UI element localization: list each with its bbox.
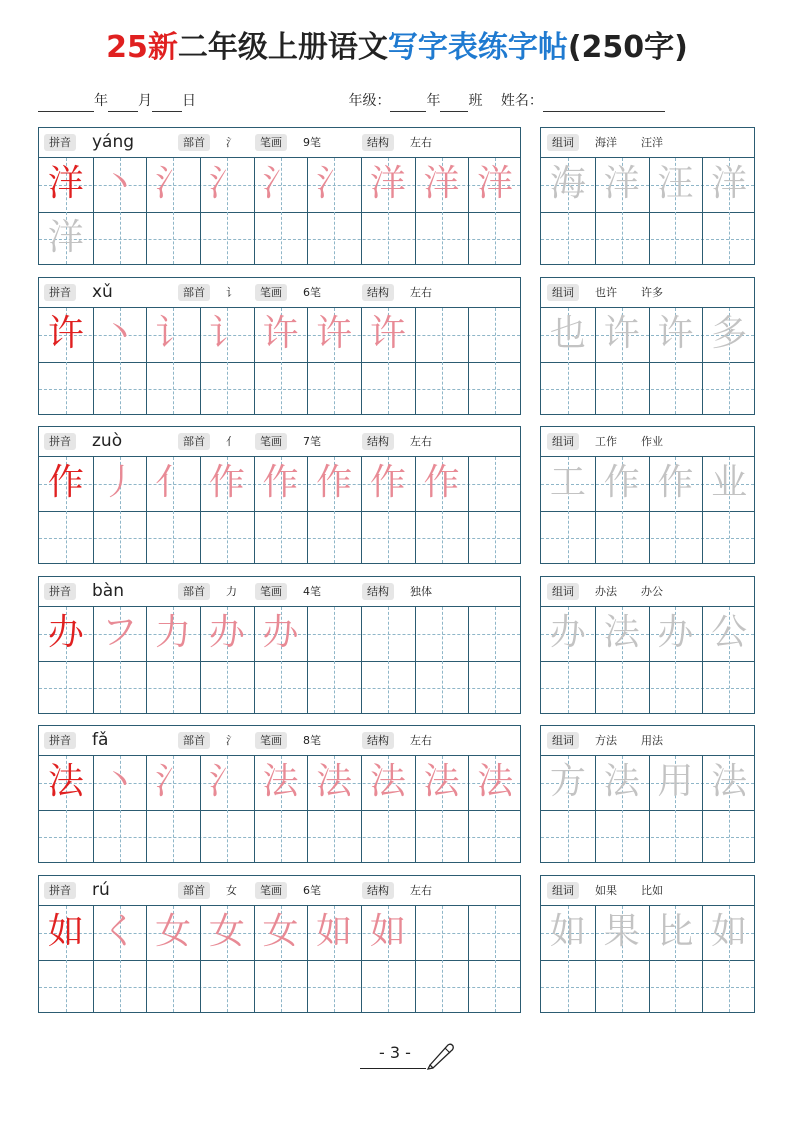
day-label: 日	[182, 93, 196, 109]
word-trace-char: 业	[711, 462, 748, 504]
stroke-step: 作	[423, 462, 460, 504]
year-label: 年	[94, 93, 108, 109]
title-count: (250字)	[567, 30, 688, 65]
stroke-step: 作	[316, 462, 353, 504]
grid-row-line	[39, 960, 520, 961]
grid-col-line	[468, 308, 469, 414]
trace-char: 洋	[47, 217, 84, 258]
grid-guide-line	[334, 607, 335, 713]
stroke-step: 丿	[101, 462, 138, 504]
tian-grid[interactable]	[39, 457, 520, 563]
class-blank[interactable]	[440, 95, 468, 112]
strokes-tag: 笔画	[255, 134, 287, 151]
main-char: 办	[47, 611, 84, 653]
word-trace-char: 多	[711, 312, 748, 354]
grid-col-line	[468, 607, 469, 713]
words-card-header	[541, 128, 754, 158]
pinyin-value: bàn	[92, 580, 124, 601]
stroke-step: 法	[477, 761, 514, 803]
grid-guide-line	[541, 837, 754, 838]
page-number: - 3 -	[379, 1043, 411, 1062]
name-blank[interactable]	[543, 95, 665, 112]
grid-row-line	[39, 212, 520, 213]
radical-value: 女	[226, 884, 237, 897]
char-card-header	[39, 427, 520, 457]
structure-value: 左右	[410, 734, 432, 748]
footer-underline	[360, 1068, 426, 1069]
word-trace-char: 办	[549, 611, 586, 653]
pen-icon	[424, 1040, 456, 1070]
word-trace-char: 洋	[711, 163, 748, 204]
main-char: 许	[47, 312, 84, 354]
strokes-tag: 笔画	[255, 732, 287, 749]
grid-col-line	[307, 607, 308, 713]
grid-row-line	[541, 960, 754, 961]
words-card	[540, 277, 755, 415]
grid-guide-line	[442, 906, 443, 1012]
word-trace-char: 许	[603, 312, 640, 354]
stroke-step: 法	[423, 761, 460, 803]
char-card	[38, 576, 521, 714]
words-card-header	[541, 577, 754, 607]
pinyin-tag: 拼音	[44, 732, 76, 749]
grid-guide-line	[442, 607, 443, 713]
pinyin-value: xǔ	[92, 281, 113, 302]
radical-tag: 部首	[178, 433, 210, 450]
stroke-step: 丶	[101, 761, 138, 803]
month-label: 月	[138, 93, 152, 109]
stroke-step: 办	[208, 611, 245, 653]
stroke-step: 女	[262, 911, 299, 952]
word-2: 办公	[641, 584, 663, 598]
radical-tag: 部首	[178, 882, 210, 899]
pinyin-value: zuò	[92, 431, 123, 452]
stroke-step: 力	[155, 611, 192, 653]
word-trace-char: 作	[657, 462, 694, 504]
strokes-value: 6笔	[303, 285, 321, 299]
words-card-header	[541, 278, 754, 308]
word-2: 用法	[641, 734, 663, 748]
words-card	[540, 127, 755, 265]
grid-col-line	[361, 607, 362, 713]
char-card-header	[39, 577, 520, 607]
stroke-step: 法	[262, 761, 299, 803]
words-card-header	[541, 876, 754, 906]
structure-tag: 结构	[362, 882, 394, 899]
char-card	[38, 277, 521, 415]
word-trace-char: 公	[711, 611, 748, 653]
year-blank[interactable]	[38, 95, 94, 112]
radical-tag: 部首	[178, 732, 210, 749]
words-card-header	[541, 427, 754, 457]
grid-guide-line	[541, 688, 754, 689]
stroke-step: 氵	[155, 761, 192, 803]
char-card-header	[39, 726, 520, 756]
word-1: 如果	[595, 884, 617, 897]
title-year: 25新	[106, 30, 178, 65]
words-card	[540, 725, 755, 863]
strokes-value: 4笔	[303, 584, 321, 598]
char-card-header	[39, 876, 520, 906]
structure-tag: 结构	[362, 134, 394, 151]
word-trace-char: 法	[711, 761, 748, 803]
structure-tag: 结构	[362, 433, 394, 450]
strokes-value: 8笔	[303, 734, 321, 748]
tian-grid[interactable]	[541, 158, 754, 264]
stroke-step: 法	[316, 761, 353, 803]
stroke-step: 亻	[155, 462, 192, 504]
char-card	[38, 875, 521, 1013]
grid-guide-line	[541, 987, 754, 988]
strokes-tag: 笔画	[255, 882, 287, 899]
word-trace-char: 办	[657, 611, 694, 653]
grid-col-line	[468, 457, 469, 563]
stroke-step: 女	[208, 911, 245, 952]
grid-col-line	[415, 607, 416, 713]
stroke-step: 如	[369, 911, 406, 952]
stroke-step: 讠	[208, 312, 245, 354]
strokes-value: 6笔	[303, 884, 321, 897]
grid-guide-line	[495, 457, 496, 563]
stroke-step: 作	[208, 462, 245, 504]
tian-grid[interactable]	[39, 906, 520, 1012]
word-trace-char: 汪	[657, 163, 694, 204]
radical-tag: 部首	[178, 583, 210, 600]
word-1: 海洋	[595, 136, 617, 149]
words-card	[540, 875, 755, 1013]
word-trace-char: 用	[657, 761, 694, 803]
pinyin-tag: 拼音	[44, 882, 76, 899]
page-title	[0, 26, 794, 70]
words-card	[540, 576, 755, 714]
words-card	[540, 426, 755, 564]
stroke-step: 许	[262, 312, 299, 354]
word-trace-char: 法	[603, 611, 640, 653]
word-trace-char: 比	[657, 911, 694, 952]
pinyin-tag: 拼音	[44, 583, 76, 600]
tian-grid[interactable]	[541, 906, 754, 1012]
strokes-tag: 笔画	[255, 284, 287, 301]
grid-guide-line	[442, 308, 443, 414]
structure-value: 独体	[410, 584, 432, 598]
radical-value: 亻	[226, 435, 237, 449]
stroke-step: 丶	[101, 312, 138, 354]
stroke-step: 丶	[101, 163, 138, 204]
words-tag: 组词	[547, 882, 579, 899]
stroke-step: 许	[316, 312, 353, 354]
grid-col-line	[415, 906, 416, 1012]
grid-row-line	[541, 362, 754, 363]
word-trace-char: 果	[603, 911, 640, 952]
tian-grid[interactable]	[541, 457, 754, 563]
main-char: 作	[47, 462, 84, 504]
strokes-value: 9笔	[303, 136, 321, 149]
name-label: 姓名：	[500, 93, 543, 109]
grid-guide-line	[39, 837, 520, 838]
date-line	[38, 90, 754, 112]
radical-value: 讠	[226, 285, 237, 299]
strokes-tag: 笔画	[255, 583, 287, 600]
char-card-header	[39, 128, 520, 158]
grid-col-line	[415, 308, 416, 414]
word-1: 方法	[595, 734, 617, 748]
grid-row-line	[39, 362, 520, 363]
word-2: 汪洋	[641, 136, 663, 149]
word-trace-char: 方	[549, 761, 586, 803]
stroke-step: 氵	[316, 163, 353, 204]
radical-tag: 部首	[178, 134, 210, 151]
stroke-step: フ	[101, 611, 138, 653]
words-tag: 组词	[547, 284, 579, 301]
radical-value: 氵	[226, 136, 237, 149]
structure-tag: 结构	[362, 284, 394, 301]
strokes-tag: 笔画	[255, 433, 287, 450]
grid-guide-line	[541, 389, 754, 390]
strokes-value: 7笔	[303, 435, 321, 449]
title-subject: 写字表练字帖	[387, 30, 568, 65]
radical-tag: 部首	[178, 284, 210, 301]
word-2: 作业	[641, 435, 663, 449]
structure-value: 左右	[410, 136, 432, 149]
stroke-step: 洋	[477, 163, 514, 204]
word-1: 工作	[595, 435, 617, 449]
radical-value: 力	[226, 584, 237, 598]
grid-row-line	[541, 212, 754, 213]
tian-grid[interactable]	[39, 308, 520, 414]
grid-row-line	[541, 511, 754, 512]
stroke-step: 如	[316, 911, 353, 952]
class-label: 班	[468, 93, 483, 109]
stroke-step: 氵	[208, 163, 245, 204]
pinyin-tag: 拼音	[44, 134, 76, 151]
grid-guide-line	[39, 688, 520, 689]
grid-guide-line	[495, 906, 496, 1012]
grade-blank[interactable]	[390, 95, 426, 112]
stroke-step: 法	[369, 761, 406, 803]
grid-row-line	[39, 810, 520, 811]
main-char: 法	[47, 761, 84, 803]
stroke-step: 洋	[369, 163, 406, 204]
words-tag: 组词	[547, 134, 579, 151]
stroke-step: 讠	[155, 312, 192, 354]
word-trace-char: 作	[603, 462, 640, 504]
word-trace-char: 海	[549, 163, 586, 204]
tian-grid[interactable]	[39, 158, 520, 264]
title-grade: 二年级上册语文	[177, 30, 388, 65]
tian-grid[interactable]	[541, 607, 754, 713]
stroke-step: 女	[155, 911, 192, 952]
stroke-step: 氵	[262, 163, 299, 204]
stroke-step: 作	[369, 462, 406, 504]
stroke-step: 许	[369, 312, 406, 354]
tian-grid[interactable]	[39, 756, 520, 862]
word-trace-char: 也	[549, 312, 586, 354]
stroke-step: 作	[262, 462, 299, 504]
main-char: 如	[47, 911, 84, 952]
word-2: 比如	[641, 884, 663, 897]
word-2: 许多	[641, 285, 663, 299]
grid-row-line	[541, 810, 754, 811]
pinyin-value: yáng	[92, 132, 135, 152]
char-card	[38, 127, 521, 265]
word-1: 办法	[595, 584, 617, 598]
structure-value: 左右	[410, 884, 432, 897]
pinyin-tag: 拼音	[44, 433, 76, 450]
main-char: 洋	[47, 163, 84, 204]
grid-row-line	[39, 511, 520, 512]
grid-guide-line	[541, 239, 754, 240]
stroke-step: 洋	[423, 163, 460, 204]
words-card-header	[541, 726, 754, 756]
pinyin-value: fǎ	[92, 730, 109, 751]
tian-grid[interactable]	[541, 756, 754, 862]
char-card	[38, 426, 521, 564]
grid-col-line	[468, 906, 469, 1012]
page-footer	[340, 1040, 456, 1070]
stroke-step: 氵	[208, 761, 245, 803]
grade-year-label: 年	[426, 93, 441, 109]
tian-grid[interactable]	[39, 607, 520, 713]
grid-guide-line	[39, 239, 520, 240]
grid-guide-line	[388, 607, 389, 713]
char-card	[38, 725, 521, 863]
word-trace-char: 工	[549, 462, 586, 504]
grid-guide-line	[39, 987, 520, 988]
word-trace-char: 如	[549, 911, 586, 952]
words-tag: 组词	[547, 583, 579, 600]
stroke-step: 办	[262, 611, 299, 653]
word-trace-char: 如	[711, 911, 748, 952]
stroke-step: 氵	[155, 163, 192, 204]
pinyin-value: rú	[92, 880, 110, 900]
radical-value: 氵	[226, 734, 237, 748]
word-trace-char: 洋	[603, 163, 640, 204]
month-blank[interactable]	[108, 95, 138, 112]
tian-grid[interactable]	[541, 308, 754, 414]
grid-guide-line	[541, 538, 754, 539]
day-blank[interactable]	[152, 95, 182, 112]
pinyin-tag: 拼音	[44, 284, 76, 301]
word-1: 也许	[595, 285, 617, 299]
grid-guide-line	[39, 389, 520, 390]
structure-tag: 结构	[362, 732, 394, 749]
word-trace-char: 法	[603, 761, 640, 803]
structure-value: 左右	[410, 435, 432, 449]
stroke-step: く	[101, 911, 138, 952]
structure-tag: 结构	[362, 583, 394, 600]
grid-guide-line	[495, 607, 496, 713]
words-tag: 组词	[547, 732, 579, 749]
grid-row-line	[39, 661, 520, 662]
grade-label: 年级：	[348, 93, 391, 109]
grid-row-line	[541, 661, 754, 662]
structure-value: 左右	[410, 285, 432, 299]
grid-guide-line	[495, 308, 496, 414]
word-trace-char: 许	[657, 312, 694, 354]
char-card-header	[39, 278, 520, 308]
grid-guide-line	[39, 538, 520, 539]
words-tag: 组词	[547, 433, 579, 450]
